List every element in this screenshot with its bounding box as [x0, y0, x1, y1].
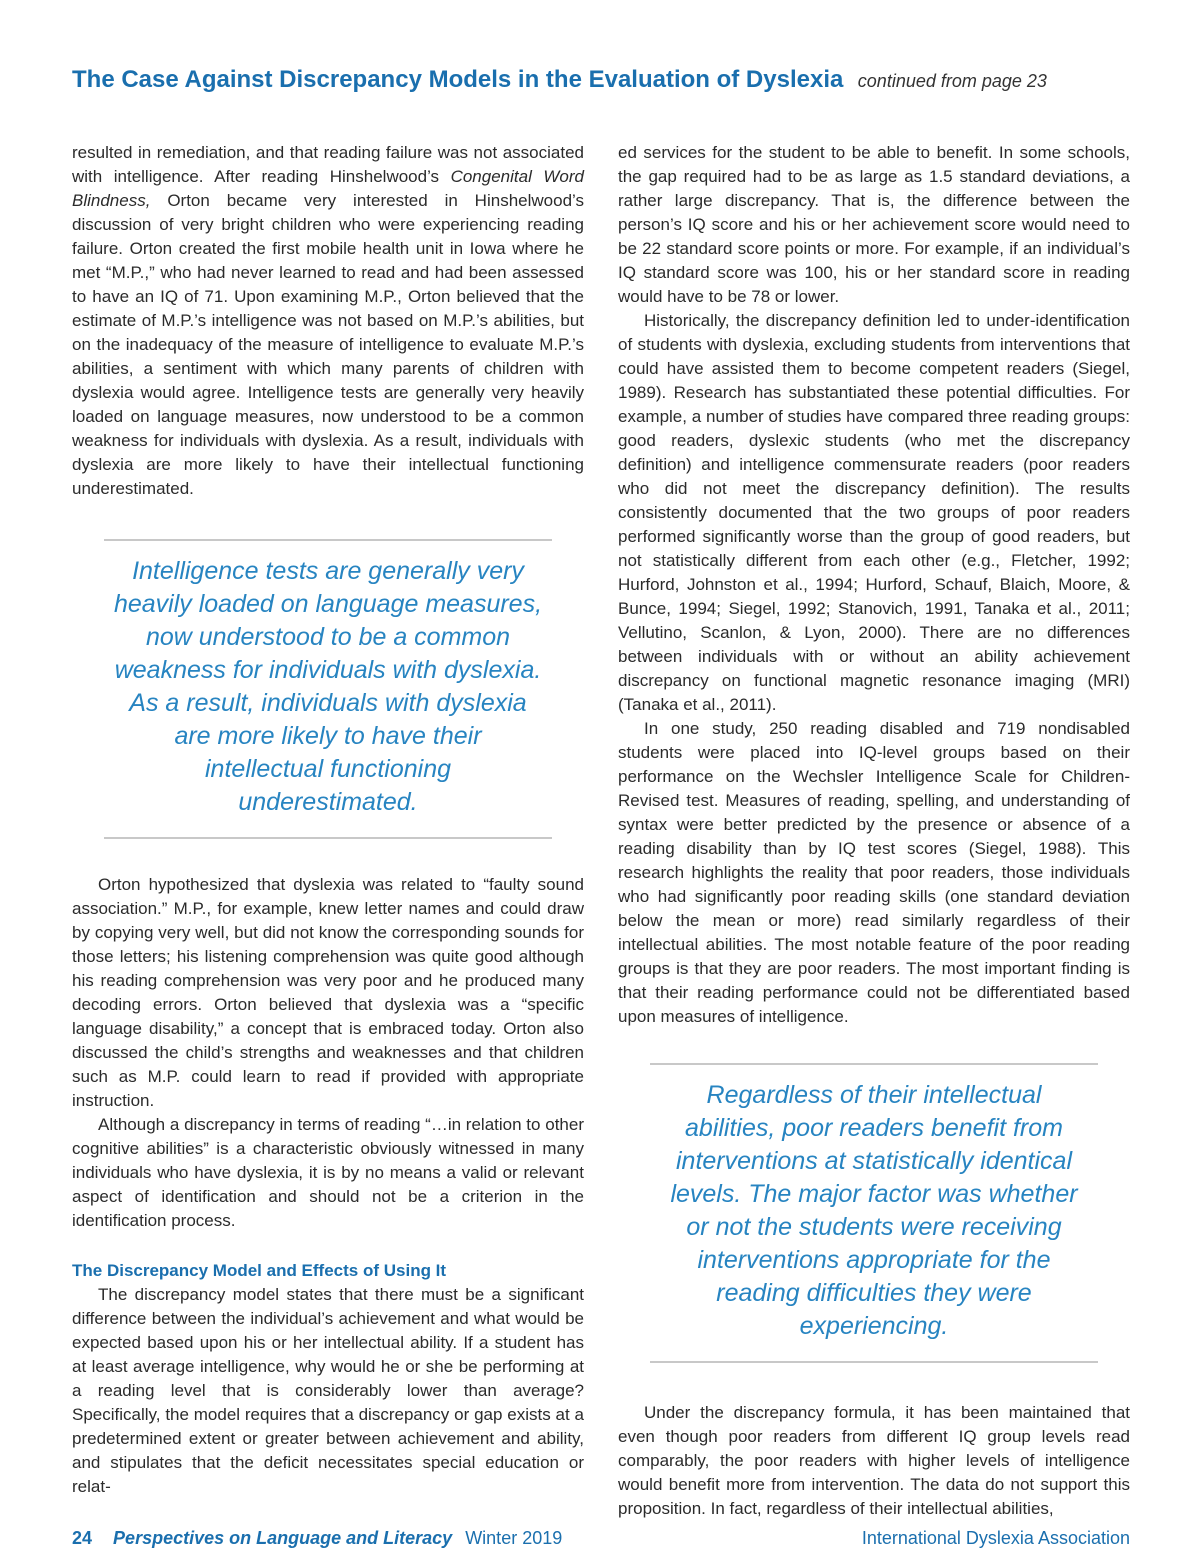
paragraph: ed services for the student to be able to benefit. In some schools, the gap required had to be as large as 1.5 standard deviations, a rather large discrepancy. That is, the difference between the person’s IQ score and his or her achievement score would need to be 22 standard score points or more. For example, if an individual’s IQ standard score was 100, his or her standard score in reading would have to be 78 or lower. [618, 143, 1130, 306]
paragraph-text: resulted in remediation, and that reading failure was not associated with intelligence. After reading Hinshelwood’s [72, 143, 584, 186]
continued-note: continued from page 23 [857, 71, 1047, 91]
pull-quote: Intelligence tests are generally very heavily loaded on language measures, now understood to be a common weakness for individuals with dyslexia. As a result, individuals with dyslexia are more likely to have their intellectual functioning underestimated. [104, 539, 552, 839]
paragraph: Under the discrepancy formula, it has been maintained that even though poor readers from different IQ group levels read comparably, the poor readers with higher levels of intelligence would benefit more from intervention. The data do not support this proposition. In fact, regardless of their intellectual abilities, [618, 1403, 1130, 1518]
running-header [72, 66, 1132, 94]
paragraph-text: Orton became very interested in Hinshelwood’s discussion of very bright children who were experiencing reading failure. Orton created the first mobile health unit in Iowa where he met “M.P.,” who had never learned to read and had been assessed to have an IQ of 71. Upon examining M.P., Orton believed that the estimate of M.P.’s intelligence was not based on M.P.’s abilities, but on the inadequacy of the measure of intelligence to evaluate M.P.’s abilities, a sentiment with which many parents of children with dyslexia would agree. Intelligence tests are generally very heavily loaded on language measures, now understood to be a common weakness for individuals with dyslexia. As a result, individuals with dyslexia are more likely to have their intellectual functioning underestimated. [72, 191, 584, 498]
paragraph: The discrepancy model states that there must be a significant difference between the individual’s achievement and what would be expected based upon his or her intellectual ability. If a student has at least average intelligence, why would he or she be performing at a reading level that is considerably lower than average? Specifically, the model requires that a discrepancy or gap exists at a predetermined extent or greater between achievement and ability, and stipulates that the deficit necessitates special education or relat- [72, 1285, 584, 1496]
article-title: The Case Against Discrepancy Models in the Evaluation of Dyslexia [72, 66, 844, 93]
book-title: Congenital Word Blindness, [72, 167, 584, 210]
organization-name: International Dyslexia Association [861, 1528, 1130, 1548]
paragraph [72, 141, 584, 501]
paragraph: Orton hypothesized that dyslexia was related to “faulty sound association.” M.P., for example, knew letter names and could draw by copying very well, but did not know the corresponding sounds for those letters; his listening comprehension was quite good although his reading comprehension was very poor and he produced many decoding errors. Orton believed that dyslexia was a “specific language disability,” a concept that is embraced today. Orton also discussed the child’s strengths and weaknesses and that children such as M.P. could learn to read if provided with appropriate instruction. [72, 875, 584, 1110]
page-footer [72, 1528, 1130, 1549]
journal-name: Perspectives on Language and Literacy [113, 1528, 453, 1548]
issue-date: Winter 2019 [465, 1528, 563, 1548]
section-heading: The Discrepancy Model and Effects of Using It [72, 1261, 447, 1280]
paragraph: Although a discrepancy in terms of reading “…in relation to other cognitive abilities” is a characteristic obviously witnessed in many individuals who have dyslexia, it is by no means a valid or relevant aspect of identification and should not be a criterion in the identification process. [72, 1115, 584, 1230]
paragraph: Historically, the discrepancy definition led to under-identification of students with dyslexia, excluding students from interventions that could have assisted them to become competent readers (Siegel, 1989). Research has substantiated these potential difficulties. For example, a number of studies have compared three reading groups: good readers, dyslexic students (who met the discrepancy definition) and intelligence commensurate readers (poor readers who did not meet the discrepancy definition). The results consistently documented that the two groups of poor readers performed significantly worse than the group of good readers, but not statistically different from each other (e.g., Fletcher, 1992; Hurford, Johnston et al., 1994; Hurford, Schauf, Blaich, Moore, & Bunce, 1994; Siegel, 1992; Stanovich, 1991, Tanaka et al., 2011; Vellutino, Scanlon, & Lyon, 2000). There are no differences between individuals with or without an ability achievement discrepancy on functional magnetic resonance imaging (MRI) (Tanaka et al., 2011). [618, 311, 1130, 714]
right-column [618, 141, 1130, 1521]
left-column [72, 141, 584, 1499]
paragraph: In one study, 250 reading disabled and 719 nondisabled students were placed into IQ-level groups based on their performance on the Wechsler Intelligence Scale for Children-Revised test. Measures of reading, spelling, and understanding of syntax were better predicted by the presence or absence of a reading disability than by IQ test scores (Siegel, 1988). This research highlights the reality that poor readers, those individuals who had significantly poor reading skills (one standard deviation below the mean or more) read similarly regardless of their intellectual abilities. The most notable feature of the poor reading groups is that they are poor readers. The most important finding is that their reading performance could not be differentiated based upon measures of intelligence. [618, 719, 1130, 1026]
pull-quote: Regardless of their intellectual abilities, poor readers benefit from interventions at statistically identical levels. The major factor was whether or not the students were receiving interventions appropriate for the reading difficulties they were experiencing. [650, 1063, 1098, 1363]
page-number: 24 [72, 1528, 93, 1548]
